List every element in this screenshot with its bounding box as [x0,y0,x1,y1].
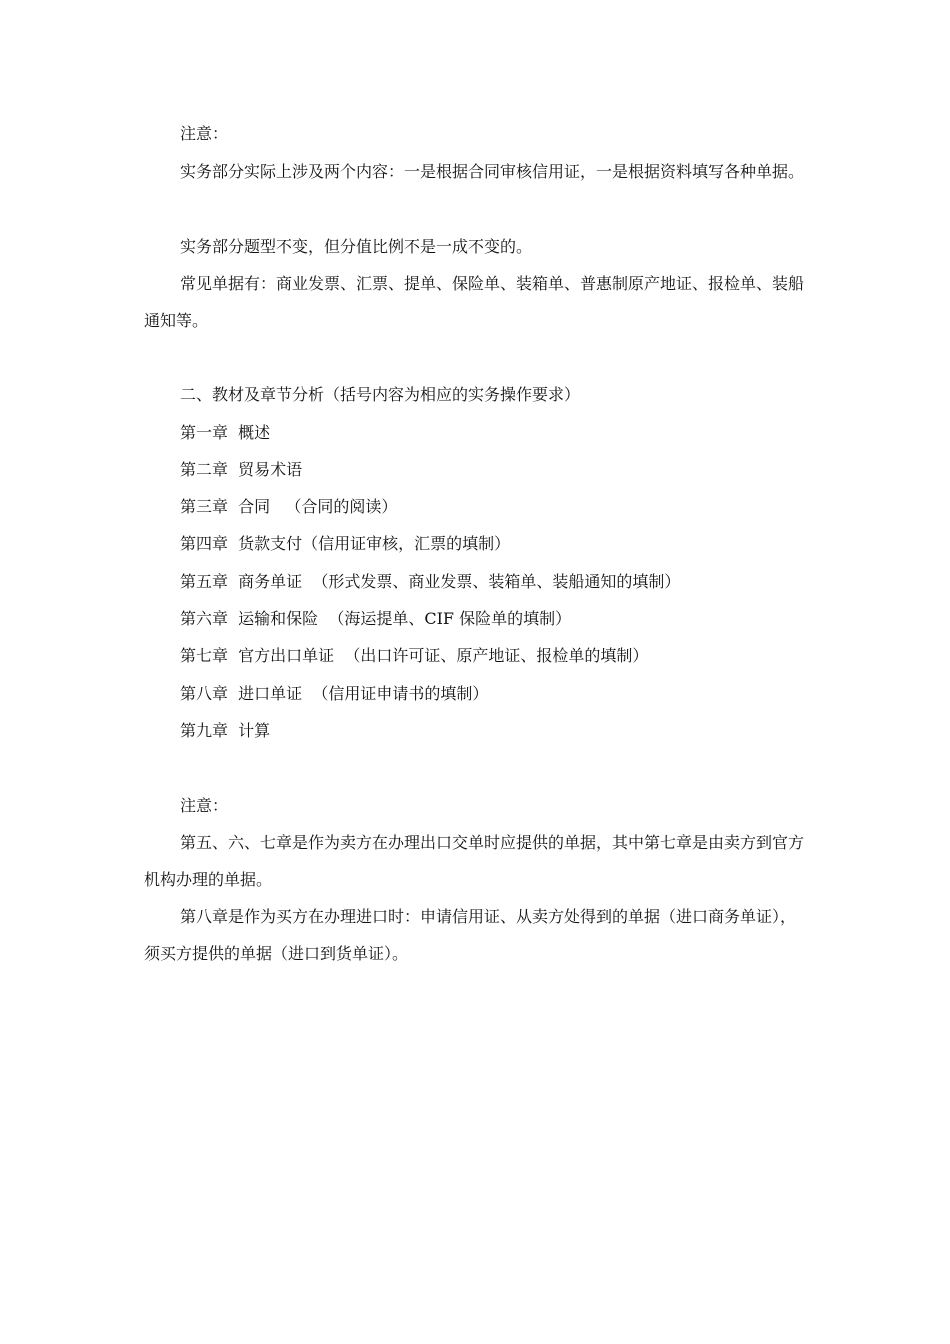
chapter-5: 第五章 商务单证 （形式发票、商业发票、装箱单、装船通知的填制） [180,572,681,591]
chapter-8: 第八章 进口单证 （信用证申请书的填制） [180,684,489,703]
chapter-9: 第九章 计算 [180,721,271,740]
note-label-2: 注意： [180,796,229,815]
chapter-6: 第六章 运输和保险 （海运提单、CIF 保险单的填制） [180,609,572,628]
paragraph-practice-content: 实务部分实际上涉及两个内容：一是根据合同审核信用证，一是根据资料填写各种单据。 [180,162,805,181]
paragraph-question-types: 实务部分题型不变，但分值比例不是一成不变的。 [180,237,533,256]
chapter-1: 第一章 概述 [180,423,271,442]
paragraph-seller-documents: 第五、六、七章是作为卖方在办理出口交单时应提供的单据，其中第七章是由卖方到官方机构办理的单据。 [144,833,805,889]
note-label-1: 注意： [180,124,229,143]
chapter-2: 第二章 贸易术语 [180,460,303,479]
chapter-7: 第七章 官方出口单证 （出口许可证、原产地证、报检单的填制） [180,646,649,665]
document-page [144,0,810,1344]
section-heading-textbook-analysis: 二、教材及章节分析（括号内容为相应的实务操作要求） [180,385,581,404]
paragraph-common-documents: 常见单据有：商业发票、汇票、提单、保险单、装箱单、普惠制原产地证、报检单、装船通知等。 [144,274,805,330]
chapter-4: 第四章 货款支付（信用证审核，汇票的填制） [180,534,511,553]
chapter-3: 第三章 合同 （合同的阅读） [180,497,398,516]
paragraph-buyer-documents: 第八章是作为买方在办理进口时：申请信用证、从卖方处得到的单据（进口商务单证），须买方提供的单据（进口到货单证）。 [144,907,797,963]
